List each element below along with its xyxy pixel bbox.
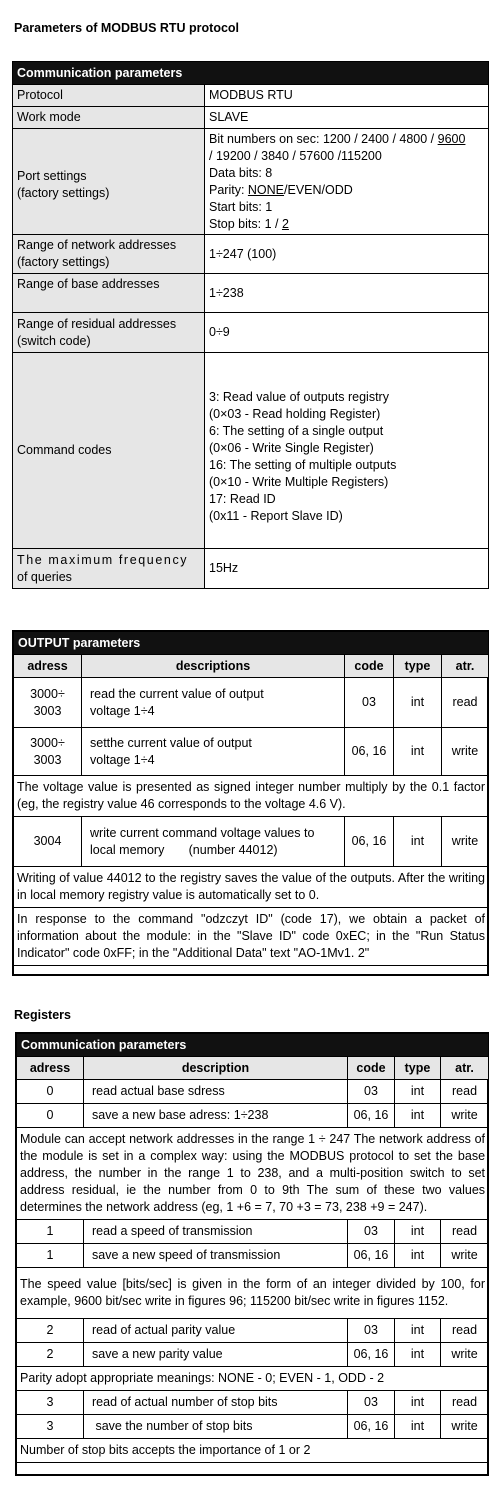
- port-label-line: Port settings: [17, 168, 87, 183]
- net-label-line: Range of network addresses: [17, 238, 177, 252]
- desc-line: voltage 1÷4: [90, 752, 155, 767]
- port-settings-label: [13, 129, 205, 235]
- col-adress: adress: [17, 1057, 84, 1080]
- row-atr: write: [441, 1244, 489, 1268]
- protocol-label: Protocol: [13, 85, 205, 107]
- command-codes-label: Command codes: [13, 353, 205, 549]
- row-atr: read: [441, 1080, 489, 1104]
- row-description: [82, 817, 345, 867]
- cmd-line: (0×06 - Write Single Register): [209, 440, 374, 455]
- row-description: save a new base adress: 1÷238: [84, 1104, 348, 1128]
- cmd-line: (0x11 - Report Slave ID): [209, 508, 343, 523]
- table-row: [17, 1244, 489, 1268]
- table-row: [14, 817, 489, 867]
- row-type: int: [394, 817, 442, 867]
- row-type: int: [395, 1343, 441, 1367]
- register-note: Number of stop bits accepts the importance of 1 or 2: [17, 1439, 489, 1463]
- row-code: 06, 16: [345, 817, 394, 867]
- col-code: code: [348, 1057, 395, 1080]
- row-atr: write: [442, 728, 489, 776]
- port-default-baud: 9600: [437, 131, 466, 146]
- cmd-line: 3: Read value of outputs registry: [209, 389, 389, 404]
- row-code: 06, 16: [345, 728, 394, 776]
- row-code: 06, 16: [348, 1343, 395, 1367]
- row-type: int: [395, 1391, 441, 1415]
- row-code: 03: [348, 1220, 395, 1244]
- port-line: / 19200 / 3840 / 57600 /115200: [209, 148, 382, 163]
- row-description: save a new parity value: [84, 1343, 348, 1367]
- net-range-value: 1÷247 (100): [205, 235, 489, 274]
- save-note: Writing of value 44012 to the registry saves the value of the outputs. After the writing in local memory registry value is automatically set to 0.: [14, 867, 489, 908]
- cmd-line: 16: The setting of multiple outputs: [209, 457, 397, 472]
- row-code: 06, 16: [348, 1244, 395, 1268]
- table-row: [17, 1220, 489, 1244]
- row-description: read actual base sdress: [84, 1080, 348, 1104]
- cmd-line: (0×10 - Write Multiple Registers): [209, 474, 389, 489]
- row-type: int: [394, 728, 442, 776]
- addr-line: 3003: [33, 703, 62, 718]
- addr-line: 3000÷: [30, 686, 65, 701]
- row-atr: read: [441, 1391, 489, 1415]
- row-code: 06, 16: [348, 1104, 395, 1128]
- desc-line: voltage 1÷4: [90, 703, 155, 718]
- col-description: description: [84, 1057, 348, 1080]
- table-row: [14, 728, 489, 776]
- register-note: Parity adopt appropriate meanings: NONE - 0; EVEN - 1, ODD - 2: [17, 1367, 489, 1391]
- freq-label-line: The maximum frequency: [17, 552, 189, 567]
- port-line: /EVEN/ODD: [284, 182, 353, 197]
- row-description: [82, 678, 345, 728]
- cmd-line: 6: The setting of a single output: [209, 423, 384, 438]
- desc-line: write current command voltage values to: [90, 825, 315, 840]
- registers-table: [16, 1033, 489, 1463]
- row-address: 1: [17, 1244, 84, 1268]
- row-atr: write: [441, 1343, 489, 1367]
- resid-label-line: (switch code): [17, 333, 91, 348]
- output-params-table: [13, 631, 489, 966]
- page-title: Parameters of MODBUS RTU protocol: [14, 21, 240, 35]
- table-row: [17, 1080, 489, 1104]
- col-adress: adress: [14, 655, 82, 678]
- row-address: 3: [17, 1415, 84, 1439]
- row-description: save a new speed of transmission: [84, 1244, 348, 1268]
- id-note: In response to the command "odzczyt ID" (code 17), we obtain a packet of information about the module: in the "Slave ID" code 0xEC; in the "Run Status Indicator" code 0xFF; in the "Additional Data" text "AO-1Mv1. 2": [14, 908, 489, 966]
- row-address: 2: [17, 1343, 84, 1367]
- desc-line: local memory (number 44012): [90, 842, 278, 857]
- col-type: type: [395, 1057, 441, 1080]
- row-address: 1: [17, 1220, 84, 1244]
- port-default-stop: 2: [281, 216, 289, 231]
- port-line: Stop bits: 1 /: [209, 216, 282, 231]
- base-range-value: 1÷238: [205, 274, 489, 313]
- output-header: OUTPUT parameters: [14, 632, 489, 655]
- table-row: [17, 1104, 489, 1128]
- work-mode-label: Work mode: [13, 107, 205, 129]
- comm-params-table: [12, 61, 489, 589]
- addr-line: 3003: [33, 752, 62, 767]
- col-descriptions: descriptions: [82, 655, 345, 678]
- row-description: [82, 728, 345, 776]
- port-default-parity: NONE: [247, 182, 285, 197]
- row-type: int: [395, 1220, 441, 1244]
- col-atr: atr.: [442, 655, 489, 678]
- net-range-label: [13, 235, 205, 274]
- command-codes-value: [205, 353, 489, 549]
- row-address: 3004: [14, 817, 82, 867]
- row-code: 06, 16: [348, 1415, 395, 1439]
- row-type: int: [395, 1319, 441, 1343]
- row-description: read of actual parity value: [84, 1319, 348, 1343]
- row-address: [14, 678, 82, 728]
- desc-line: read the current value of output: [90, 686, 264, 701]
- base-range-label: Range of base addresses: [13, 274, 205, 313]
- residual-range-value: 0÷9: [205, 313, 489, 353]
- registers-title: Registers: [14, 1008, 71, 1022]
- row-address: 3: [17, 1391, 84, 1415]
- cmd-line: 17: Read ID: [209, 491, 276, 506]
- voltage-note: The voltage value is presented as signed integer number multiply by the 0.1 factor (eg, the registry value 46 corresponds to the voltage 4.6 V).: [14, 776, 489, 817]
- max-freq-label: [13, 549, 205, 589]
- protocol-value: MODBUS RTU: [205, 85, 489, 107]
- port-line: Parity:: [209, 182, 248, 197]
- comm-header: Communication parameters: [13, 62, 489, 85]
- work-mode-value: SLAVE: [205, 107, 489, 129]
- row-code: 03: [348, 1080, 395, 1104]
- registers-header: Communication parameters: [17, 1034, 489, 1057]
- resid-label-line: Range of residual addresses: [17, 316, 177, 331]
- max-freq-value: 15Hz: [205, 549, 489, 589]
- row-code: 03: [345, 678, 394, 728]
- col-code: code: [345, 655, 394, 678]
- row-atr: read: [442, 678, 489, 728]
- register-note: Module can accept network addresses in the range 1 ÷ 247 The network address of the module is set in a complex way: using the MODBUS protocol to set the base address, the number in the range 1 to 238, and a multi-position switch to set address residual, ie the number from 0 to 9th The sum of these two values determines the network address (eg, 1 +6 = 7, 70 +3 = 73, 238 +9 = 247).: [17, 1128, 489, 1220]
- net-label-line: (factory settings): [17, 255, 110, 269]
- cmd-line: (0×03 - Read holding Register): [209, 406, 381, 421]
- row-description: read of actual number of stop bits: [84, 1391, 348, 1415]
- row-type: int: [395, 1415, 441, 1439]
- row-atr: read: [441, 1220, 489, 1244]
- port-settings-value: [205, 129, 489, 235]
- row-atr: read: [441, 1319, 489, 1343]
- row-type: int: [395, 1244, 441, 1268]
- row-description: read a speed of transmission: [84, 1220, 348, 1244]
- row-code: 03: [348, 1391, 395, 1415]
- addr-line: 3000÷: [30, 735, 65, 750]
- port-line: Data bits: 8: [209, 165, 273, 180]
- freq-label-line: of queries: [17, 569, 72, 584]
- port-label-line: (factory settings): [17, 185, 110, 200]
- row-atr: write: [441, 1104, 489, 1128]
- row-atr: write: [441, 1415, 489, 1439]
- table-row: [17, 1415, 489, 1439]
- row-address: 2: [17, 1319, 84, 1343]
- row-address: 0: [17, 1080, 84, 1104]
- row-type: int: [395, 1104, 441, 1128]
- row-address: [14, 728, 82, 776]
- desc-line: setthe current value of output: [90, 735, 252, 750]
- col-type: type: [394, 655, 442, 678]
- row-code: 03: [348, 1319, 395, 1343]
- table-row: [17, 1343, 489, 1367]
- col-atr: atr.: [441, 1057, 489, 1080]
- row-atr: write: [442, 817, 489, 867]
- port-line: Bit numbers on sec: 1200 / 2400 / 4800 /: [209, 131, 438, 146]
- row-type: int: [394, 678, 442, 728]
- residual-range-label: [13, 313, 205, 353]
- table-row: [17, 1319, 489, 1343]
- row-type: int: [395, 1080, 441, 1104]
- table-row: [14, 678, 489, 728]
- register-note: The speed value [bits/sec] is given in the form of an integer divided by 100, for example, 9600 bit/sec write in figures 96; 115200 bit/sec write in figures 1152.: [17, 1268, 489, 1319]
- row-description: save the number of stop bits: [84, 1415, 348, 1439]
- row-address: 0: [17, 1104, 84, 1128]
- table-row: [17, 1391, 489, 1415]
- port-line: Start bits: 1: [209, 199, 273, 214]
